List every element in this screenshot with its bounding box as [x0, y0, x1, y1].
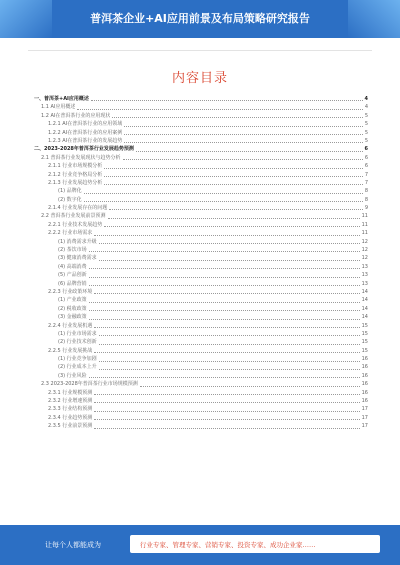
toc-leader-dots — [89, 310, 360, 311]
toc-entry-page-number: 11 — [361, 213, 368, 220]
toc-entry-page-number: 17 — [361, 414, 368, 421]
toc-leader-dots — [94, 411, 359, 412]
toc-leader-dots — [94, 428, 359, 429]
toc-entry-page-number: 16 — [361, 372, 368, 379]
toc-entry-page-number: 16 — [361, 364, 368, 371]
toc-entry[interactable] — [34, 246, 368, 254]
toc-leader-dots — [99, 335, 360, 336]
toc-entry-page-number: 15 — [361, 322, 368, 329]
toc-entry-page-number: 15 — [361, 330, 368, 337]
toc-entry-title: 2.1 普洱茶行业发展现状与趋势分析 — [41, 154, 121, 161]
toc-entry-title: (1) 消费需求升级 — [58, 238, 97, 245]
toc-entry-page-number: 12 — [361, 247, 368, 254]
toc-entry[interactable] — [34, 330, 368, 338]
toc-entry-title: (1) 产业政策 — [58, 297, 87, 304]
toc-entry[interactable] — [34, 380, 368, 388]
footer-slogan: 让每个人都能成为 — [45, 541, 101, 549]
footer-highlight-text: 行业专家、管理专家、营销专家、投资专家、成功企业家…… — [140, 541, 316, 549]
toc-entry-title: (2) 行业技术创新 — [58, 339, 97, 346]
toc-entry-page-number: 12 — [361, 255, 368, 262]
toc-entry[interactable] — [34, 414, 368, 422]
toc-leader-dots — [94, 293, 359, 294]
toc-entry[interactable] — [34, 229, 368, 237]
toc-leader-dots — [104, 176, 363, 177]
toc-leader-dots — [77, 109, 362, 110]
toc-heading: 内容目录 — [171, 71, 228, 86]
toc-entry-title: 2.3 2023-2028年普洱茶行业市场规模预测 — [41, 381, 138, 388]
toc-leader-dots — [99, 361, 360, 362]
toc-entry-page-number: 6 — [364, 163, 368, 170]
toc-entry[interactable] — [34, 338, 368, 346]
toc-entry-page-number: 13 — [361, 280, 368, 287]
toc-entry[interactable] — [34, 187, 368, 195]
toc-entry-title: 1.2.2 AI在普洱茶行业的应用案例 — [48, 129, 123, 136]
toc-leader-dots — [89, 319, 360, 320]
toc-entry-page-number: 16 — [361, 381, 368, 388]
toc-entry[interactable] — [34, 179, 368, 187]
toc-leader-dots — [89, 302, 360, 303]
toc-entry-page-number: 16 — [361, 389, 368, 396]
toc-entry-title: 一、普洱茶+AI应用概述 — [34, 95, 89, 102]
toc-entry-title: 2.3.1 行业规模预测 — [48, 389, 93, 396]
toc-leader-dots — [104, 226, 359, 227]
toc-entry[interactable] — [34, 263, 368, 271]
toc-leader-dots — [123, 159, 363, 160]
toc-entry-title: 2.3.3 行业结构预测 — [48, 406, 93, 413]
banner-decoration-right — [348, 0, 400, 38]
toc-entry-page-number: 13 — [361, 263, 368, 270]
toc-entry-title: 2.3.4 行业趋势预测 — [48, 414, 93, 421]
toc-entry-page-number: 17 — [361, 406, 368, 413]
toc-entry-title: 2.2.1 行业技术发展趋势 — [48, 221, 103, 228]
toc-leader-dots — [124, 142, 363, 143]
toc-entry-title: (3) 行业风险 — [58, 372, 87, 379]
toc-entry-title: 1.2 AI在普洱茶行业的应用现状 — [41, 112, 111, 119]
toc-entry[interactable] — [34, 204, 368, 212]
toc-entry-title: 二、2023-2028年普洱茶行业发展趋势预测 — [34, 146, 134, 153]
toc-entry[interactable] — [34, 145, 368, 153]
toc-leader-dots — [89, 277, 360, 278]
toc-entry-title: 2.2.5 行业发展挑战 — [48, 347, 93, 354]
toc-entry[interactable] — [34, 112, 368, 120]
toc-leader-dots — [99, 243, 360, 244]
toc-entry-title: (2) 数字化 — [58, 196, 82, 203]
toc-entry[interactable] — [34, 271, 368, 279]
toc-entry[interactable] — [34, 355, 368, 363]
toc-entry-title: 2.1.2 行业竞争格局分析 — [48, 171, 103, 178]
banner-decoration-left — [0, 0, 52, 38]
toc-entry-title: 2.1.3 行业发展趋势分析 — [48, 179, 103, 186]
toc-leader-dots — [89, 377, 360, 378]
toc-entry-page-number: 16 — [361, 356, 368, 363]
toc-entry-title: (1) 行业竞争加剧 — [58, 356, 97, 363]
toc-entry-page-number: 14 — [361, 288, 368, 295]
toc-leader-dots — [94, 235, 359, 236]
top-banner — [0, 0, 400, 38]
toc-entry-page-number: 5 — [364, 121, 368, 128]
toc-entry[interactable] — [34, 280, 368, 288]
toc-entry[interactable] — [34, 347, 368, 355]
toc-entry-page-number: 11 — [361, 221, 368, 228]
toc-entry-page-number: 6 — [364, 154, 368, 161]
toc-entry-page-number: 7 — [364, 171, 368, 178]
toc-entry[interactable] — [34, 238, 368, 246]
toc-leader-dots — [99, 369, 360, 370]
toc-entry-title: 2.2.2 行业市场需求 — [48, 230, 93, 237]
toc-leader-dots — [124, 134, 363, 135]
toc-leader-dots — [94, 419, 359, 420]
toc-leader-dots — [104, 168, 363, 169]
toc-entry[interactable] — [34, 254, 368, 262]
toc-entry-page-number: 15 — [361, 347, 368, 354]
toc-entry-title: (6) 品牌营销 — [58, 280, 87, 287]
toc-entry-title: (1) 品牌化 — [58, 188, 82, 195]
toc-leader-dots — [112, 117, 362, 118]
toc-leader-dots — [94, 352, 359, 353]
toc-entry-title: 2.1.1 行业市场规模分析 — [48, 163, 103, 170]
toc-entry-title: 1.2.1 AI在普洱茶行业的应用领域 — [48, 121, 123, 128]
toc-entry-page-number: 5 — [364, 137, 368, 144]
toc-entry[interactable] — [34, 221, 368, 229]
toc-entry-page-number: 8 — [364, 188, 368, 195]
toc-entry-title: 1.1 AI应用概述 — [41, 104, 76, 111]
toc-leader-dots — [124, 126, 363, 127]
toc-entry[interactable] — [34, 322, 368, 330]
toc-entry[interactable] — [34, 196, 368, 204]
toc-entry-page-number: 14 — [361, 297, 368, 304]
toc-entry[interactable] — [34, 372, 368, 380]
toc-leader-dots — [99, 344, 360, 345]
toc-leader-dots — [94, 327, 359, 328]
footer-highlight-box — [130, 535, 380, 553]
toc-entry-title: 2.3.2 行业增速预测 — [48, 398, 93, 405]
toc-entry[interactable] — [34, 364, 368, 372]
toc-entry-page-number: 12 — [361, 238, 368, 245]
toc-entry-page-number: 4 — [364, 104, 368, 111]
toc-leader-dots — [99, 260, 360, 261]
toc-entry-page-number: 14 — [361, 305, 368, 312]
toc-entry-page-number: 4 — [364, 95, 368, 102]
report-title: 普洱茶企业+AI应用前景及布局策略研究报告 — [90, 12, 310, 25]
toc-entry[interactable] — [34, 389, 368, 397]
toc-entry-title: (1) 行业市场需求 — [58, 330, 97, 337]
toc-entry-title: (3) 金融政策 — [58, 314, 87, 321]
toc-entry[interactable] — [34, 296, 368, 304]
toc-entry[interactable] — [34, 137, 368, 145]
toc-entry-title: (2) 税收政策 — [58, 305, 87, 312]
toc-entry[interactable] — [34, 305, 368, 313]
toc-leader-dots — [109, 209, 362, 210]
toc-entry[interactable] — [34, 129, 368, 137]
toc-leader-dots — [84, 201, 363, 202]
toc-entry-page-number: 17 — [361, 423, 368, 430]
toc-entry[interactable] — [34, 288, 368, 296]
toc-entry-title: 2.3.5 行业前景预测 — [48, 423, 93, 430]
toc-entry-page-number: 9 — [364, 205, 368, 212]
toc-entry-page-number: 15 — [361, 339, 368, 346]
toc-entry-page-number: 11 — [361, 230, 368, 237]
toc-leader-dots — [89, 285, 360, 286]
toc-entry-title: 2.1.4 行业发展存在的问题 — [48, 205, 108, 212]
toc-entry-page-number: 8 — [364, 196, 368, 203]
toc-entry[interactable] — [34, 171, 368, 179]
toc-entry[interactable] — [34, 405, 368, 413]
toc-leader-dots — [89, 268, 360, 269]
toc-entry[interactable] — [34, 95, 368, 103]
toc-entry-title: (2) 茶饮市场 — [58, 247, 87, 254]
toc-entry-title: (4) 高端消费 — [58, 263, 87, 270]
toc-entry[interactable] — [34, 120, 368, 128]
toc-entry-page-number: 14 — [361, 314, 368, 321]
toc-entry-page-number: 7 — [364, 179, 368, 186]
toc-entry-page-number: 16 — [361, 398, 368, 405]
toc-leader-dots — [94, 394, 359, 395]
toc-page — [28, 50, 372, 513]
toc-entry-title: (5) 产品创新 — [58, 272, 87, 279]
toc-leader-dots — [104, 184, 363, 185]
toc-entry-title: (3) 健康消费需求 — [58, 255, 97, 262]
toc-list — [34, 95, 368, 431]
toc-entry-page-number: 6 — [364, 146, 368, 153]
toc-entry[interactable] — [34, 103, 368, 111]
toc-leader-dots — [91, 100, 363, 101]
toc-leader-dots — [140, 386, 360, 387]
toc-entry-page-number: 5 — [364, 112, 368, 119]
toc-entry[interactable] — [34, 313, 368, 321]
toc-leader-dots — [84, 193, 363, 194]
toc-entry-title: 2.2 普洱茶行业发展前景预测 — [41, 213, 106, 220]
bottom-banner — [0, 525, 400, 565]
toc-leader-dots — [89, 251, 360, 252]
toc-entry[interactable] — [34, 422, 368, 430]
toc-entry-page-number: 5 — [364, 129, 368, 136]
toc-entry-page-number: 13 — [361, 272, 368, 279]
toc-entry-title: 2.2.3 行业政策环境 — [48, 288, 93, 295]
toc-entry-title: (2) 行业成本上升 — [58, 364, 97, 371]
toc-entry-title: 1.2.3 AI在普洱茶行业的发展趋势 — [48, 137, 123, 144]
toc-entry[interactable] — [34, 212, 368, 220]
toc-entry[interactable] — [34, 162, 368, 170]
toc-entry[interactable] — [34, 154, 368, 162]
toc-leader-dots — [136, 151, 363, 152]
toc-leader-dots — [94, 402, 359, 403]
toc-entry[interactable] — [34, 397, 368, 405]
toc-entry-title: 2.2.4 行业发展机遇 — [48, 322, 93, 329]
toc-leader-dots — [108, 218, 360, 219]
